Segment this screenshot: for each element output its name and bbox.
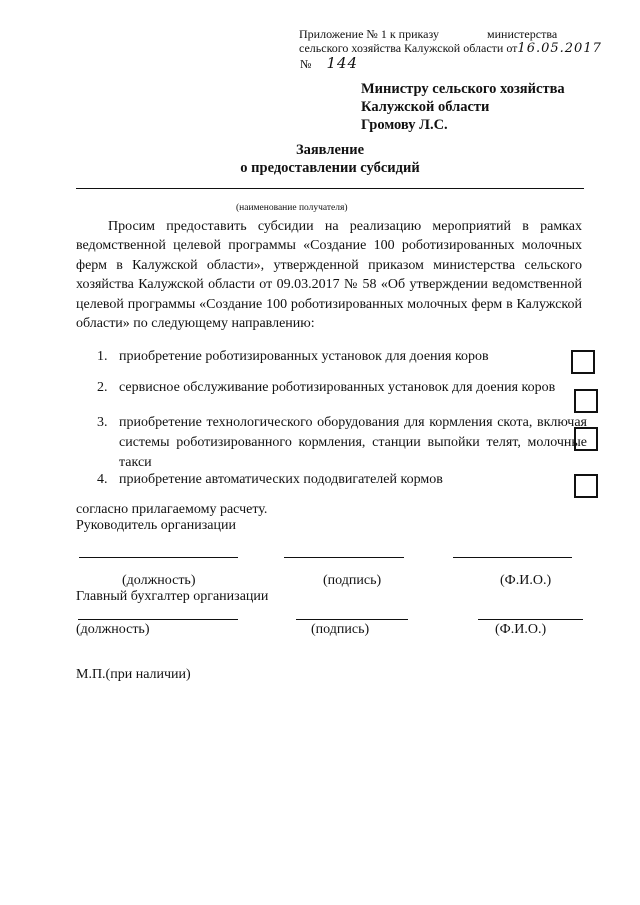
head-name-caption: (Ф.И.О.) (500, 573, 552, 588)
item-3 (97, 413, 587, 473)
head-position-line[interactable] (79, 557, 238, 558)
head-position-caption: (должность) (122, 573, 196, 588)
accountant-position-caption: (должность) (76, 622, 150, 637)
accountant-position-line[interactable] (78, 619, 238, 620)
item-4-number: 4. (97, 472, 108, 487)
head-signature-line[interactable] (284, 557, 404, 558)
addressee-line-2: Калужской области (361, 99, 490, 115)
document-title: Заявление (295, 142, 365, 158)
recipient-caption: (наименование получателя) (236, 203, 348, 213)
item-2 (97, 378, 555, 398)
annex-date: 16.05.2017 (517, 41, 602, 56)
annex-line-1-left: Приложение № 1 к приказу (299, 27, 439, 41)
annex-line-1-right: министерства (487, 27, 558, 41)
head-name-line[interactable] (453, 557, 572, 558)
recipient-name-line (76, 188, 584, 189)
item-4-checkbox[interactable] (574, 474, 598, 498)
accountant-name-caption: (Ф.И.О.) (495, 622, 547, 637)
item-1-number: 1. (97, 349, 108, 364)
item-2-text: сервисное обслуживание роботизированных установок для доения коров (119, 380, 556, 395)
request-paragraph-text: Просим предоставить субсидии на реализацию мероприятий в рамках ведомственной целевой программы «Создание 100 роботизированных молочных ферм в Калужской области», утвержденной приказом министерства сельского хозяйства Калужской области от 09.03.2017 № 58 «Об утверждении ведомственной целевой программы «Создание 100 роботизированных молочных ферм в Калужской области» по следующему направлению: (76, 219, 582, 332)
addressee-line-1: Министру сельского хозяйства (361, 81, 565, 97)
item-1 (97, 347, 489, 367)
addressee-line-3: Громову Л.С. (361, 117, 448, 133)
seal-label: М.П.(при наличии) (76, 667, 191, 682)
item-3-checkbox[interactable] (574, 427, 598, 451)
accountant-signature-caption: (подпись) (311, 622, 370, 637)
item-4-text: приобретение автоматических пододвигателей кормов (119, 472, 443, 487)
annex-number-value: 144 (326, 54, 359, 72)
item-4 (97, 470, 443, 490)
according-to-calculation: согласно прилагаемому расчету. (76, 502, 268, 517)
item-1-text: приобретение роботизированных установок для доения коров (119, 349, 489, 364)
annex-number (300, 56, 358, 72)
item-3-number: 3. (97, 415, 108, 430)
item-1-checkbox[interactable] (571, 350, 595, 374)
document-subtitle: о предоставлении субсидий (240, 160, 420, 176)
accountant-name-line[interactable] (478, 619, 583, 620)
chief-accountant-label: Главный бухгалтер организации (76, 589, 269, 604)
head-signature-caption: (подпись) (323, 573, 382, 588)
item-2-checkbox[interactable] (574, 389, 598, 413)
request-paragraph (76, 217, 582, 333)
annex-line-2-left: сельского хозяйства Калужской области от (299, 41, 518, 55)
item-2-number: 2. (97, 380, 108, 395)
item-3-text: приобретение технологического оборудования для кормления скота, включая системы роботизированного кормления, станции выпойки телят, молочные такси (119, 415, 587, 470)
annex-number-label: № (300, 57, 312, 71)
accountant-signature-line[interactable] (296, 619, 408, 620)
head-of-organization-label: Руководитель организации (76, 518, 236, 533)
